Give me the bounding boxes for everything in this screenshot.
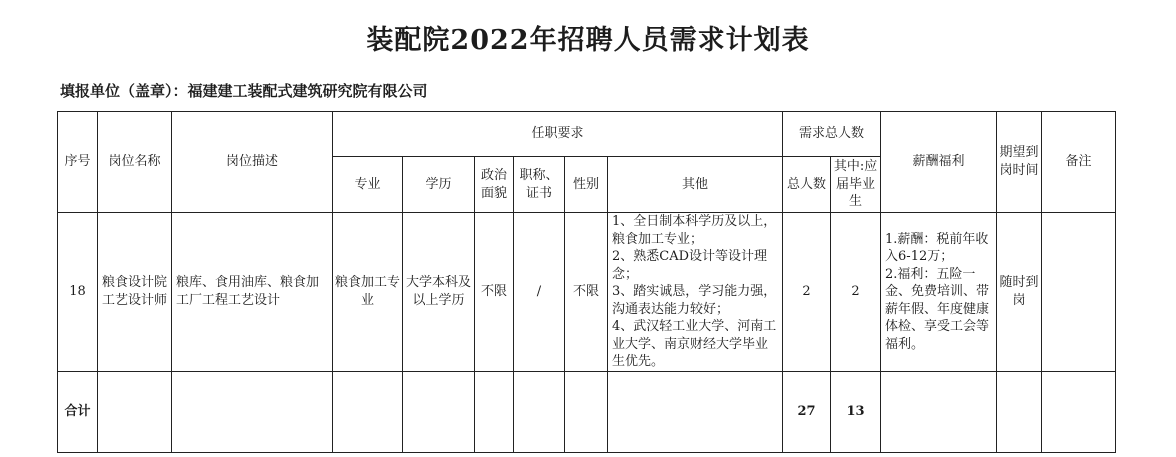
totals-total: 27: [783, 371, 831, 452]
totals-empty-cell: [475, 371, 514, 452]
row-remarks: [1042, 213, 1116, 372]
row-political: 不限: [475, 213, 514, 372]
header-total: 总人数: [783, 157, 831, 213]
row-gender: 不限: [565, 213, 608, 372]
totals-row: [58, 371, 1116, 452]
header-political: 政治面貌: [475, 157, 514, 213]
header-position: 岗位名称: [98, 112, 172, 213]
salary-item: 1.薪酬：税前年收入6-12万；: [885, 231, 989, 265]
totals-empty-cell: [403, 371, 475, 452]
other-item: 1、全日制本科学历及以上，粮食加工专业；: [612, 214, 777, 247]
totals-empty-cell: [333, 371, 403, 452]
row-salary: [881, 213, 997, 372]
row-position: 粮食设计院工艺设计师: [98, 213, 172, 372]
header-arrival: 期望到岗时间: [997, 112, 1042, 213]
other-item: 2、熟悉CAD设计等设计理念；: [612, 249, 768, 282]
totals-graduates: 13: [831, 371, 881, 452]
row-description: 粮库、食用油库、粮食加工厂工程工艺设计: [172, 213, 333, 372]
totals-empty-cell: [1042, 371, 1116, 452]
row-arrival: 随时到岗: [997, 213, 1042, 372]
row-total: 2: [783, 213, 831, 372]
row-other: [608, 213, 783, 372]
header-description: 岗位描述: [172, 112, 333, 213]
table-row: [58, 213, 1116, 372]
header-graduates: 其中:应届毕业生: [831, 157, 881, 213]
header-row-1: [58, 112, 1116, 157]
other-item: 4、武汉轻工业大学、河南工业大学、南京财经大学毕业生优先。: [612, 319, 777, 370]
row-seq: 18: [58, 213, 98, 372]
other-item: 3、踏实诚恳，学习能力强，沟通表达能力较好；: [612, 284, 777, 317]
header-major: 专业: [333, 157, 403, 213]
row-title-cert: /: [514, 213, 565, 372]
row-education: 大学本科及以上学历: [403, 213, 475, 372]
header-other: 其他: [608, 157, 783, 213]
header-requirements: 任职要求: [333, 112, 783, 157]
totals-empty-cell: [997, 371, 1042, 452]
salary-item: 2.福利：五险一金、免费培训、带薪年假、年度健康体检、享受工会等福利。: [885, 266, 990, 352]
totals-label: 合计: [58, 371, 98, 452]
header-salary: 薪酬福利: [881, 112, 997, 213]
header-education: 学历: [403, 157, 475, 213]
row-graduates: 2: [831, 213, 881, 372]
header-demand: 需求总人数: [783, 112, 881, 157]
header-gender: 性别: [565, 157, 608, 213]
totals-empty-cell: [608, 371, 783, 452]
recruitment-plan-table: [57, 111, 1116, 453]
totals-empty-cell: [881, 371, 997, 452]
header-seq: 序号: [58, 112, 98, 213]
reporting-unit: 填报单位（盖章）：福建建工装配式建筑研究院有限公司: [60, 82, 428, 100]
totals-empty-cell: [514, 371, 565, 452]
totals-empty-cell: [172, 371, 333, 452]
header-remarks: 备注: [1042, 112, 1116, 213]
totals-empty-cell: [98, 371, 172, 452]
totals-empty-cell: [565, 371, 608, 452]
page-title: 装配院2022年招聘人员需求计划表: [366, 25, 810, 56]
header-title-cert: 职称、证书: [514, 157, 565, 213]
row-major: 粮食加工专业: [333, 213, 403, 372]
